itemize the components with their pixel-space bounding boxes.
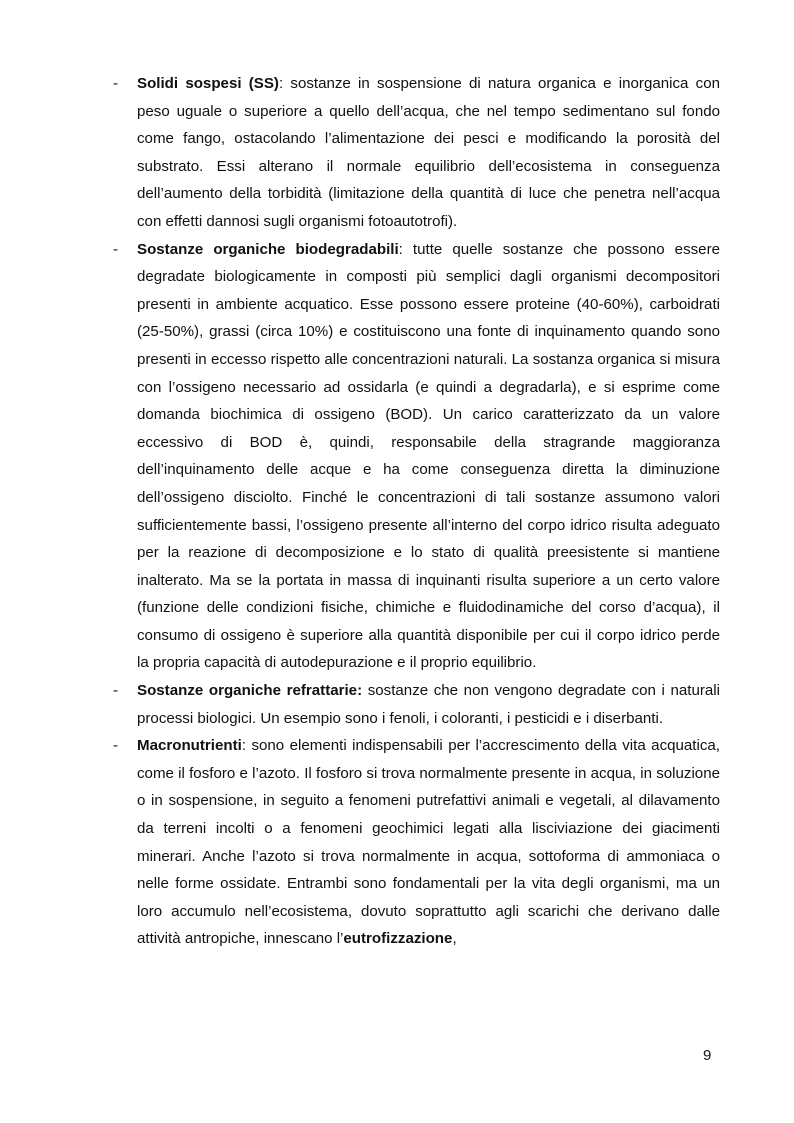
list-dash: - — [113, 75, 119, 92]
term-macronutrienti: Macronutrienti — [137, 737, 242, 755]
item-text-end: , — [452, 930, 457, 948]
list-item-solidi-sospesi — [113, 70, 720, 236]
list-dash: - — [113, 737, 119, 755]
list-item-sostanze-refrattarie — [113, 677, 720, 732]
term-sostanze-refrattarie: Sostanze organiche refrattarie: — [137, 682, 363, 700]
item-text: : sostanze in sospensione di natura organica e inorganica con peso uguale o superiore a quello dell’acqua, che nel tempo sedimentano sul fondo come fango, ostacolando l’alimentazione dei pesci e modificando la porosità del substrato. Essi alterano il normale equilibrio dell’ecosistema in conseguenza dell’aumento della torbidità (limitazione della quantità di luce che penetra nell’acqua con effetti dannosi sugli organismi fotoautotrofi). — [137, 75, 721, 230]
list-dash: - — [113, 682, 119, 700]
item-text: : tutte quelle sostanze che possono essere degradate biologicamente in composti più semplici dagli organismi decompositori presenti in ambiente acquatico. Esse possono essere proteine (40-60%), carboidrati (25-50%), grassi (circa 10%) e costituiscono una fonte di inquinamento quando sono presenti in eccesso rispetto alle concentrazioni naturali. La sostanza organica si misura con l’ossigeno necessario ad ossidarla (e quindi a degradarla), e si esprime come domanda biochimica di ossigeno (BOD). Un carico caratterizzato da un valore eccessivo di BOD è, quindi, responsabile della stragrande maggioranza dell’inquinamento delle acque e ha come conseguenza diretta la diminuzione dell’ossigeno disciolto. Finché le concentrazioni di tali sostanze assumono valori sufficientemente bassi, l’ossigeno presente all’interno del corpo idrico risulta adeguato per la reazione di decomposizione e lo stato di qualità preesistente si mantiene inalterato. Ma se la portata in massa di inquinanti risulta superiore a un certo valore (funzione delle condizioni fisiche, chimiche e fluidodinamiche del corso d’acqua), il consumo di ossigeno è superiore alla quantità disponibile per cui il corpo idrico perde la propria capacità di autodepurazione e il proprio equilibrio. — [137, 240, 720, 672]
document-body — [113, 70, 720, 953]
list-item-macronutrienti — [113, 732, 720, 953]
page-number: 9 — [703, 1047, 712, 1064]
term-solidi-sospesi: Solidi sospesi (SS) — [137, 75, 279, 92]
term-eutrofizzazione: eutrofizzazione — [343, 930, 453, 948]
list-item-sostanze-biodegradabili — [113, 236, 720, 678]
item-text: : sono elementi indispensabili per l’accrescimento della vita acquatica, come il fosforo e l’azoto. Il fosforo si trova normalmente presente in acqua, in soluzione o in sospensione, in seguito a fenomeni putrefattivi animali e vegetali, al dilavamento da terreni incolti o a fenomeni geochimici legati alla lisciviazione dei giacimenti minerari. Anche l’azoto si trova normalmente in acqua, sottoforma di ammoniaca o nelle forme ossidate. Entrambi sono fondamentali per la vita degli organismi, ma un loro accumulo nell’ecosistema, dovuto soprattutto agli scarichi che derivano dalle attività antropiche, innescano l’ — [137, 737, 720, 948]
list-dash: - — [113, 240, 119, 258]
term-sostanze-biodegradabili: Sostanze organiche biodegradabili — [137, 240, 399, 258]
item-text: sostanze che non vengono degradate con i naturali processi biologici. Un esempio sono i fenoli, i coloranti, i pesticidi e i diserbanti. — [137, 682, 720, 727]
